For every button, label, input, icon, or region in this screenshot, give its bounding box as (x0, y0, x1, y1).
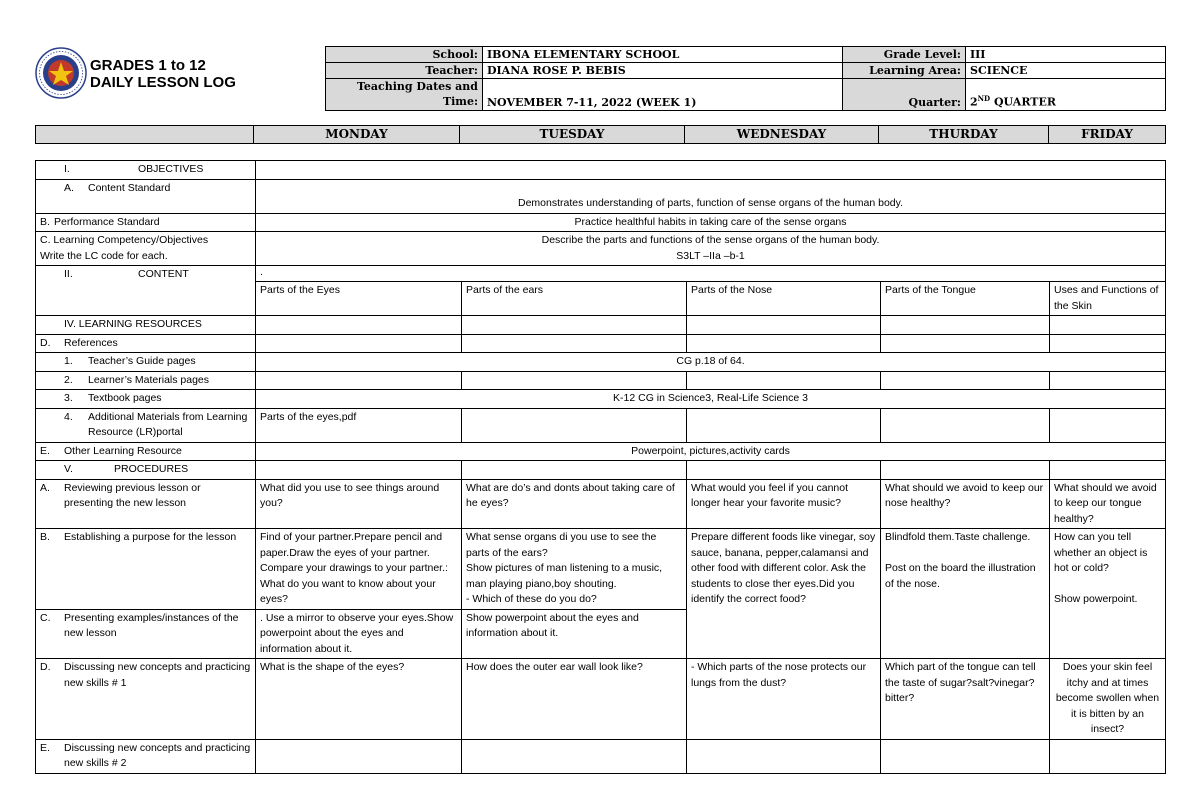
review-friday: What should we avoid to keep our tongue healthy? (1050, 479, 1166, 529)
discuss-1-text: Discussing new concepts and practicing new skills # 1 (64, 661, 251, 689)
empty-cell (1050, 316, 1166, 335)
discuss-1-label (36, 659, 256, 740)
empty-cell (462, 334, 687, 353)
empty-cell (256, 371, 462, 390)
row-other-resource (36, 442, 1166, 461)
empty-cell (687, 334, 881, 353)
day-header-table (35, 125, 1166, 144)
day-wednesday: WEDNESDAY (685, 126, 879, 144)
purpose-thursday: Blindfold them.Taste challenge. Post on the board the illustration of the nose. (881, 529, 1050, 659)
day-monday: MONDAY (254, 126, 460, 144)
teacher-value: DIANA ROSE P. BEBIS (483, 63, 843, 79)
dates-value: NOVEMBER 7-11, 2022 (WEEK 1) (483, 79, 843, 111)
learners-materials-text: Learner’s Materials pages (88, 373, 210, 386)
empty-cell (462, 739, 687, 773)
row-performance-standard (36, 213, 1166, 232)
empty-cell (1050, 408, 1166, 442)
teacher-label: Teacher: (326, 63, 483, 79)
grade-label: Grade Level: (843, 47, 966, 63)
procedures-label (36, 461, 256, 480)
discuss-1-num: D. (40, 661, 51, 673)
textbook-text: Textbook pages (88, 392, 162, 404)
row-learning-resources (36, 316, 1166, 335)
grade-value: III (966, 47, 1166, 63)
teachers-guide-label (36, 353, 256, 372)
purpose-text: Establishing a purpose for the lesson (64, 531, 237, 543)
discuss-1-friday: Does your skin feel itchy and at times become swollen when it is bitten by an insect? (1050, 659, 1166, 740)
row-references (36, 334, 1166, 353)
additional-materials-monday: Parts of the eyes,pdf (256, 408, 462, 442)
purpose-wednesday: Prepare different foods like vinegar, soy sauce, banana, pepper,calamansi and other food with different color. Ask the students to close ther eyes.Did you identify the correct food? (687, 529, 881, 659)
performance-standard-label (36, 213, 256, 232)
lesson-log-table (35, 160, 1166, 774)
discuss-1-tuesday: How does the outer ear wall look like? (462, 659, 687, 740)
performance-standard-text: Performance Standard (54, 215, 160, 228)
deped-seal-logo (35, 47, 87, 99)
row-discuss-1 (36, 659, 1166, 740)
additional-materials-label (36, 408, 256, 442)
row-textbook (36, 390, 1166, 409)
presenting-monday: . Use a mirror to observe your eyes.Show powerpoint about the eyes and information about it. (256, 609, 462, 659)
content-standard-label (36, 179, 256, 213)
empty-cell (687, 739, 881, 773)
review-num: A. (40, 481, 50, 494)
header-info-table (325, 46, 1166, 111)
quarter-text: QUARTER (990, 96, 1056, 109)
textbook-label (36, 390, 256, 409)
dates-label-line-1: Teaching Dates and (356, 80, 478, 93)
empty-cell (462, 461, 687, 480)
content-label (36, 266, 256, 316)
empty-cell (462, 408, 687, 442)
textbook-value: K-12 CG in Science3, Real-Life Science 3 (256, 390, 1166, 409)
textbook-num: 3. (64, 392, 73, 404)
content-thursday: Parts of the Tongue (881, 282, 1050, 316)
discuss-2-label (36, 739, 256, 773)
content-tuesday: Parts of the ears (462, 282, 687, 316)
teachers-guide-value: CG p.18 of 64. (256, 353, 1166, 372)
additional-materials-num: 4. (64, 410, 73, 423)
row-review (36, 479, 1166, 529)
review-wednesday: What would you feel if you cannot longer hear your favorite music? (687, 479, 881, 529)
content-wednesday: Parts of the Nose (687, 282, 881, 316)
empty-cell (881, 408, 1050, 442)
learning-resources-label: IV. LEARNING RESOURCES (36, 316, 256, 335)
title-line-1: GRADES 1 to 12 (90, 57, 206, 74)
discuss-2-text: Discussing new concepts and practicing new skills # 2 (64, 741, 251, 769)
row-content-standard (36, 179, 1166, 213)
empty-cell (881, 461, 1050, 480)
empty-cell (256, 739, 462, 773)
content-dot: . (256, 266, 1166, 282)
school-label: School: (326, 47, 483, 63)
school-value: IBONA ELEMENTARY SCHOOL (483, 47, 843, 63)
performance-standard-value: Practice healthful habits in taking care of the sense organs (256, 213, 1166, 232)
row-additional-materials (36, 408, 1166, 442)
content-standard-text: Content Standard (88, 181, 171, 194)
empty-cell (881, 739, 1050, 773)
content-text: CONTENT (138, 268, 189, 280)
empty-cell (1050, 739, 1166, 773)
teachers-guide-text: Teacher’s Guide pages (88, 355, 196, 367)
references-label (36, 334, 256, 353)
other-resource-text: Other Learning Resource (64, 444, 182, 457)
empty-cell (881, 334, 1050, 353)
references-num: D. (40, 336, 51, 349)
row-objectives (36, 161, 1166, 180)
day-friday: FRIDAY (1049, 126, 1166, 144)
empty-cell (881, 371, 1050, 390)
empty-cell (687, 371, 881, 390)
objectives-label (36, 161, 256, 180)
empty-cell (256, 334, 462, 353)
empty-cell (1050, 334, 1166, 353)
content-num: II. (64, 268, 73, 280)
purpose-num: B. (40, 531, 50, 543)
other-resource-num: E. (40, 444, 50, 457)
day-thursday: THURDAY (879, 126, 1049, 144)
objectives-text: OBJECTIVES (138, 163, 204, 175)
empty-cell (1050, 371, 1166, 390)
competency-text: Describe the parts and functions of the sense organs of the human body. (541, 234, 880, 246)
discuss-1-wednesday: - Which parts of the nose protects our lungs from the dust? (687, 659, 881, 740)
competency-label (36, 232, 256, 266)
other-resource-label (36, 442, 256, 461)
empty-cell (687, 408, 881, 442)
content-standard-value: Demonstrates understanding of parts, function of sense organs of the human body. (256, 179, 1166, 213)
purpose-monday: Find of your partner.Prepare pencil and paper.Draw the eyes of your partner. Compare your drawings to your partner.: What do you want to know about your eyes? (256, 529, 462, 610)
objectives-num: I. (64, 163, 70, 175)
review-thursday: What should we avoid to keep our nose healthy? (881, 479, 1050, 529)
discuss-1-thursday: Which part of the tongue can tell the taste of sugar?salt?vinegar?bitter? (881, 659, 1050, 740)
empty-cell (462, 371, 687, 390)
discuss-1-monday: What is the shape of the eyes? (256, 659, 462, 740)
purpose-friday: How can you tell whether an object is hot or cold? Show powerpoint. (1050, 529, 1166, 659)
purpose-label (36, 529, 256, 610)
learners-materials-label (36, 371, 256, 390)
presenting-label (36, 609, 256, 659)
area-label: Learning Area: (843, 63, 966, 79)
presenting-num: C. (40, 611, 51, 624)
quarter-value (966, 79, 1166, 111)
review-tuesday: What are do’s and donts about taking care of he eyes? (462, 479, 687, 529)
purpose-tuesday: What sense organs di you use to see the parts of the ears? Show pictures of man listening to a music, man playing piano,boy shouting. - Which of these do you do? (462, 529, 687, 610)
empty-cell (881, 316, 1050, 335)
dates-label-line-2: Time: (442, 95, 478, 108)
performance-standard-num: B. (40, 215, 50, 228)
empty-cell (687, 461, 881, 480)
presenting-text: Presenting examples/instances of the new lesson (64, 611, 239, 639)
competency-label-line-2: Write the LC code for each. (40, 249, 168, 262)
day-header-blank (36, 126, 254, 144)
row-content (36, 266, 1166, 282)
title-line-2: DAILY LESSON LOG (90, 74, 236, 91)
row-procedures (36, 461, 1166, 480)
teachers-guide-num: 1. (64, 355, 73, 367)
quarter-number: 2 (970, 96, 978, 109)
procedures-num: V. (64, 463, 73, 475)
empty-cell (462, 316, 687, 335)
dates-label (326, 79, 483, 111)
empty-cell (256, 316, 462, 335)
competency-value (256, 232, 1166, 266)
discuss-2-num: E. (40, 741, 50, 754)
references-text: References (64, 336, 118, 349)
procedures-text: PROCEDURES (114, 463, 189, 475)
additional-materials-text: Additional Materials from Learning Resource (LR)portal (88, 410, 248, 438)
row-purpose (36, 529, 1166, 610)
presenting-tuesday: Show powerpoint about the eyes and information about it. (462, 609, 687, 659)
competency-label-line-1: C. Learning Competency/Objectives (40, 234, 209, 246)
review-monday: What did you use to see things around you? (256, 479, 462, 529)
day-tuesday: TUESDAY (460, 126, 685, 144)
content-friday: Uses and Functions of the Skin (1050, 282, 1166, 316)
empty-cell (1050, 461, 1166, 480)
learners-materials-num: 2. (64, 373, 73, 386)
objectives-cell (256, 161, 1166, 180)
empty-cell (687, 316, 881, 335)
empty-cell (256, 461, 462, 480)
other-resource-value: Powerpoint, pictures,activity cards (256, 442, 1166, 461)
row-learners-materials (36, 371, 1166, 390)
row-competency (36, 232, 1166, 266)
row-discuss-2 (36, 739, 1166, 773)
quarter-label: Quarter: (843, 79, 966, 111)
document-title (90, 57, 236, 91)
content-standard-num: A. (64, 181, 74, 194)
content-monday: Parts of the Eyes (256, 282, 462, 316)
review-label (36, 479, 256, 529)
quarter-suffix: ND (977, 94, 991, 104)
row-teachers-guide (36, 353, 1166, 372)
competency-code: S3LT –IIa –b-1 (676, 249, 745, 262)
area-value: SCIENCE (966, 63, 1166, 79)
review-text: Reviewing previous lesson or presenting the new lesson (64, 481, 201, 509)
